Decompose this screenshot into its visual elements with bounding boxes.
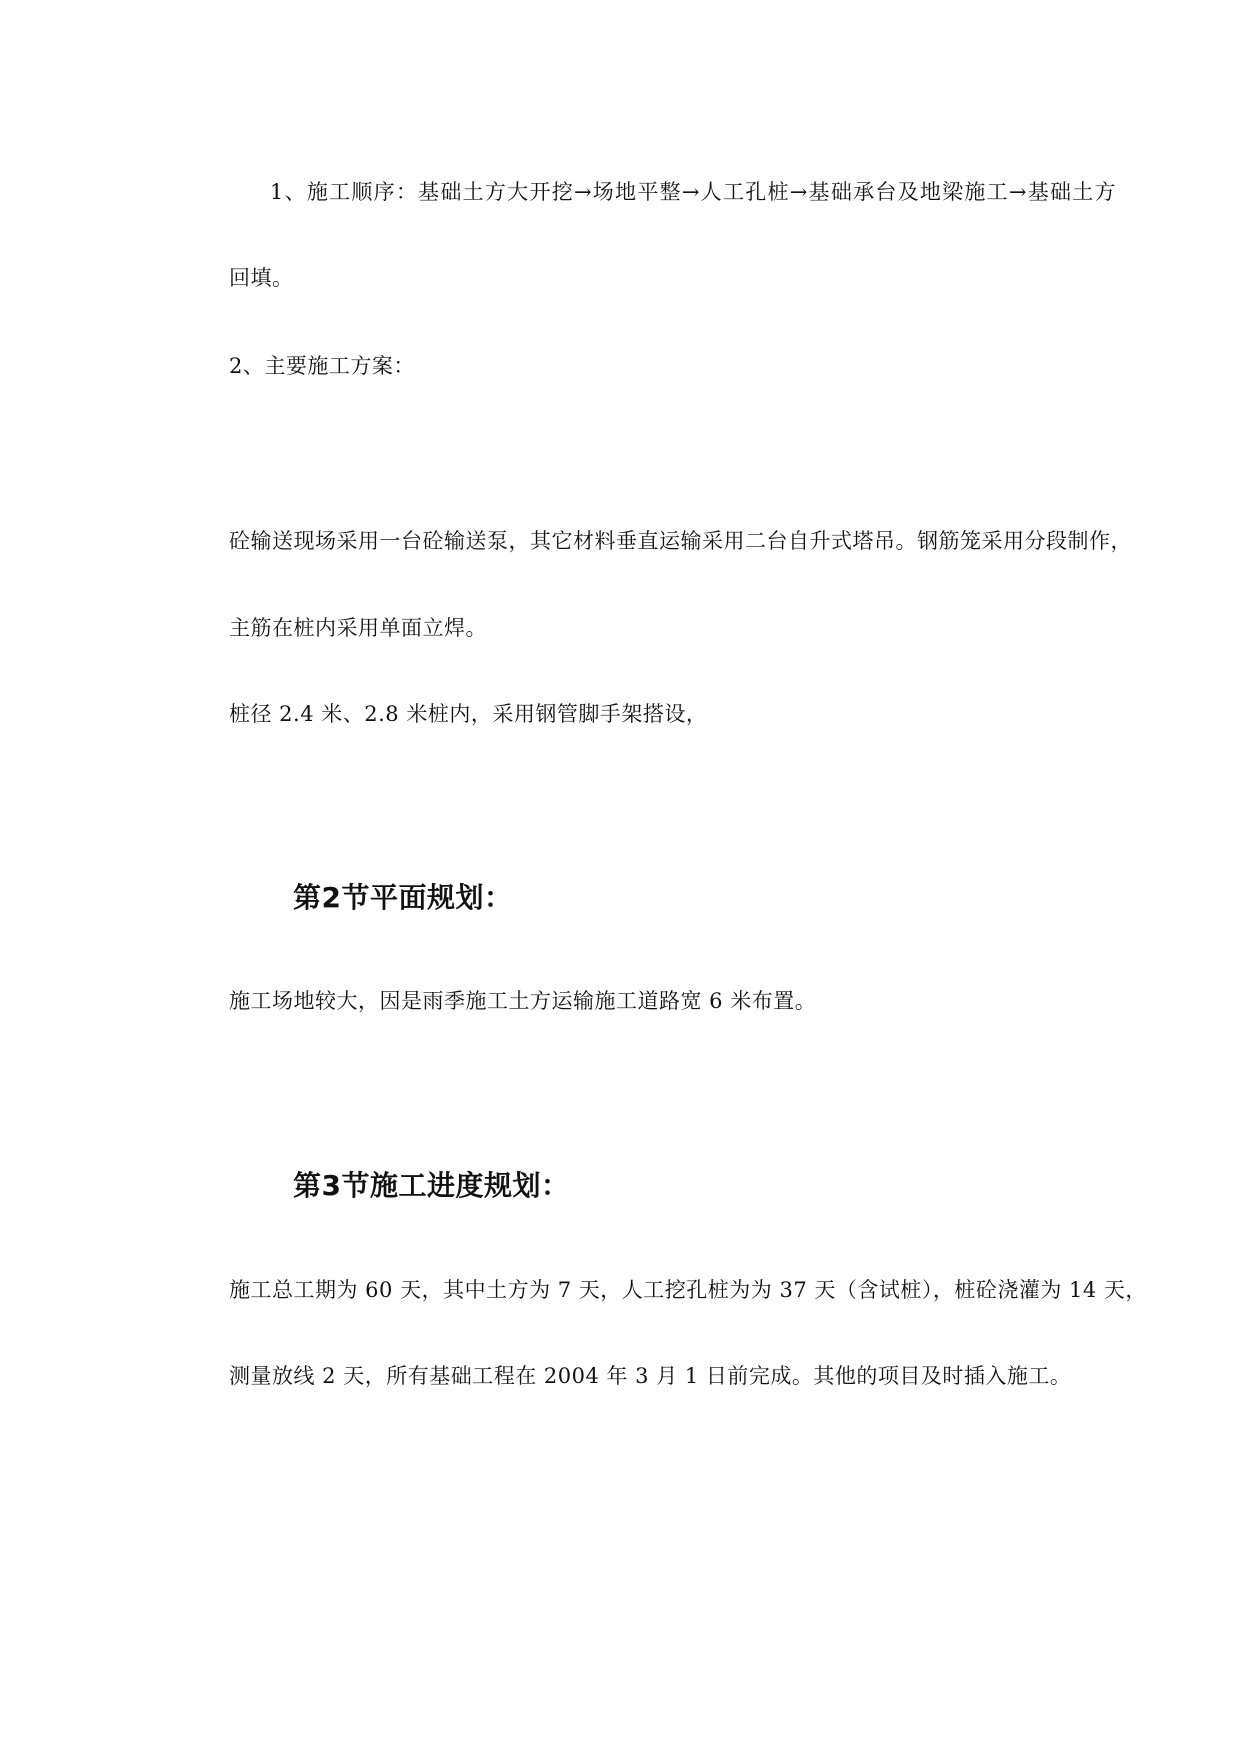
construction-sequence-line-1: 1、施工顺序：基础土方大开挖→场地平整→人工孔桩→基础承台及地梁施工→基础土方	[270, 180, 1116, 204]
section-2-body: 施工场地较大，因是雨季施工土方运输施工道路宽 6 米布置。	[229, 989, 817, 1013]
main-plan-paragraph-line-3: 桩径 2.4 米、2.8 米桩内，采用钢管脚手架搭设，	[229, 702, 708, 726]
construction-sequence-line-2: 回填。	[229, 266, 294, 290]
section-3-heading: 第3节施工进度规划：	[293, 1169, 570, 1202]
section-3-body-line-1: 施工总工期为 60 天，其中土方为 7 天，人工挖孔桩为为 37 天（含试桩），桩砼浇灌为 14 天，	[229, 1278, 1147, 1302]
section-2-heading: 第2节平面规划：	[293, 881, 513, 914]
main-plan-paragraph-line-1: 砼输送现场采用一台砼输送泵，其它材料垂直运输采用二台自升式塔吊。钢筋笼采用分段制作，	[229, 529, 1132, 553]
main-plan-heading: 2、主要施工方案：	[229, 354, 415, 378]
main-plan-paragraph-line-2: 主筋在桩内采用单面立焊。	[229, 616, 487, 640]
section-3-body-line-2: 测量放线 2 天，所有基础工程在 2004 年 3 月 1 日前完成。其他的项目及时插入施工。	[229, 1364, 1072, 1388]
